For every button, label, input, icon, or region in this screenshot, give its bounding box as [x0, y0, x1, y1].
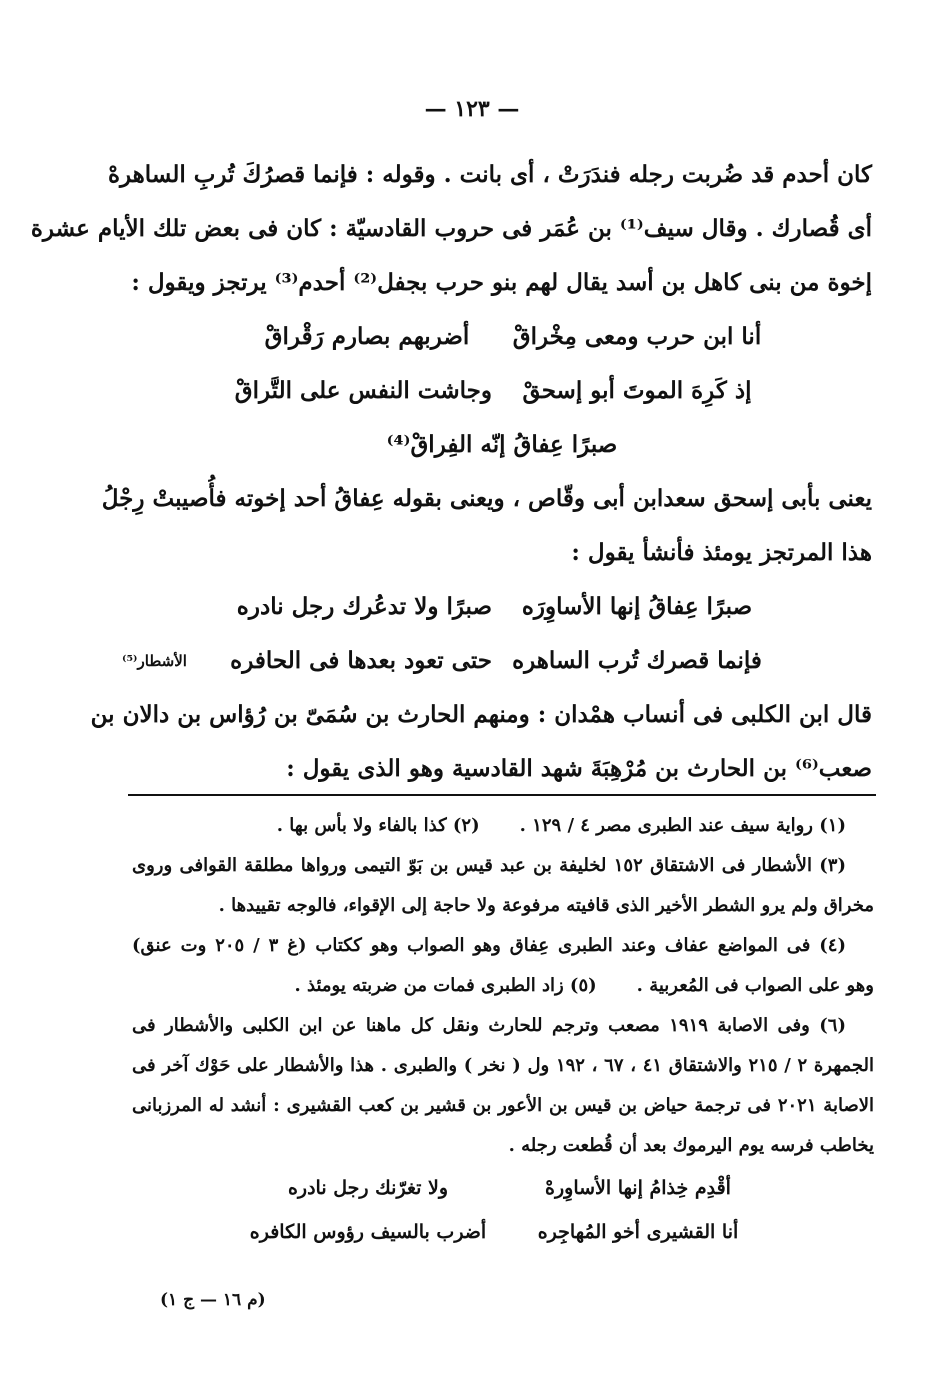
verse-hemistich-right: أنا القشيرى أخو المُهاجِره: [537, 1221, 739, 1243]
signature-mark: (م ١٦ — ج ١): [160, 1290, 266, 1310]
footnote-6: (٦) وفى الاصابة ١٩١٩ مصعب وترجم للحارث ونقل كل ماهنا عن ابن الكلبى والأشطار فى: [132, 1015, 846, 1036]
verse-hemistich-left: ولا تغرّنك رجل نادره: [287, 1177, 449, 1199]
footnote-divider: [128, 794, 876, 796]
verse-hemistich-left: حتى تعود بعدها فى الحافره: [230, 647, 492, 674]
footnotes: [132, 806, 874, 1254]
text-line: كان أحدم قد ضُربت رجله فندَرَتْ ، أى بانت . وقوله : فإنما قصرُكَ تُربِ الساهرهْ: [107, 161, 872, 188]
footnote-6-cont: الجمهرة ٢ / ٢١٥ والاشتقاق ٤١ ، ٦٧ ، ١٩٢ ول ( نخر ) والطبرى . هذا والأشطار على حَوْك آخر فى: [132, 1055, 875, 1076]
text-line: هذا المرتجز يومئذ فأنشأ يقول :: [571, 539, 872, 566]
verse-hemistich-right: أنا ابن حرب ومعى مِخْراقْ: [512, 323, 762, 350]
verse: [132, 310, 872, 364]
footnote-6-cont: الاصابة ٢٠٢١ فى ترجمة حياض بن قيس بن الأعور بن قشير بن كعب القشيرى : أنشد له المرزبانى: [132, 1095, 874, 1116]
main-text: [30, 148, 872, 796]
footnote-5: (٥) زاد الطبرى فمات من ضربته يومئذ .: [294, 975, 597, 996]
verse: [132, 580, 872, 634]
verse: [122, 634, 872, 688]
footnote-4-cont: وهو على الصواب فى المُعربية .: [636, 975, 874, 996]
verse-hemistich-left: وجاشت النفس على التَّراقْ: [234, 377, 492, 404]
text-line: قال ابن الكلبى فى أنساب همْدان : ومنهم الحارث بن سُمَىّ بن رُؤاس بن دالان بن: [90, 701, 872, 728]
verse: [132, 364, 872, 418]
verse-side-note: الأشطار⁽⁵⁾: [122, 652, 187, 670]
page-number: — ١٢٣ —: [424, 96, 520, 122]
footnote-1: (١) رواية سيف عند الطبرى مصر ٤ / ١٢٩ .: [519, 815, 846, 836]
footnote-2: (٢) كذا بالفاء ولا بأس بها .: [276, 815, 480, 836]
footnote-verse: [132, 1210, 874, 1254]
footnote-3: (٣) الأشطار فى الاشتقاق ١٥٢ لخليفة بن عبد قيس بن بَوّ التيمى ورواها مطلقة القوافى وروى: [132, 855, 846, 876]
verse-hemistich-right: إذ كَرِهَ الموتَ أبو إسحقْ: [522, 377, 752, 404]
verse-single: صبرًا عِفاقُ إنّه الفِراقْ⁽⁴⁾: [386, 431, 618, 458]
verse-hemistich-right: أقْدِم خِذامُ إنها الأساوِرهْ: [545, 1177, 731, 1199]
text-line: إخوة من بنى كاهل بن أسد يقال لهم بنو حرب بجفل⁽²⁾ أحدم⁽³⁾ يرتجز ويقول :: [131, 269, 872, 296]
verse-hemistich-right: صبرًا عِفاقُ إنها الأساوِرَه: [521, 593, 753, 620]
footnote-verse: [132, 1166, 874, 1210]
text-line: أى قُصارك . وقال سيف⁽¹⁾ بن عُمَر فى حروب القادسيّة : كان فى بعض تلك الأيام عشرة: [30, 215, 872, 242]
verse-hemistich-left: صبرًا ولا تدعُرك رجل نادره: [236, 593, 492, 620]
text-line: صعب⁽⁶⁾ بن الحارث بن مُرْهِبَةَ شهد القادسية وهو الذى يقول :: [286, 755, 872, 782]
verse-hemistich-right: فإنما قصرك تُرب الساهره: [512, 647, 762, 674]
verse-hemistich-left: أضربهم بصارم رَقْراقْ: [264, 323, 470, 350]
verse-hemistich-left: أضرب بالسيف رؤوس الكافره: [249, 1221, 487, 1243]
text-line: يعنى بأبى إسحق سعدابن أبى وقّاص ، ويعنى بقوله عِفاقُ أحد إخوته فأُصيبتْ رِجْلُ: [101, 485, 872, 512]
footnote-line: [132, 806, 874, 846]
footnote-line: [132, 966, 874, 1006]
footnote-6-cont: يخاطب فرسه يوم اليرموك بعد أن قُطعت رجله .: [508, 1135, 874, 1156]
footnote-4: (٤) فى المواضع عفاف وعند الطبرى عِفاق وهو الصواب وهو ككتاب (غ ٣ / ٢٠٥ وت عنق): [132, 935, 846, 956]
footnote-3-cont: مخراق ولم يرو الشطر الأخير الذى قافيته مرفوعة ولا حاجة إلى الإقواء، فالوجه تقييدها .: [218, 895, 874, 916]
